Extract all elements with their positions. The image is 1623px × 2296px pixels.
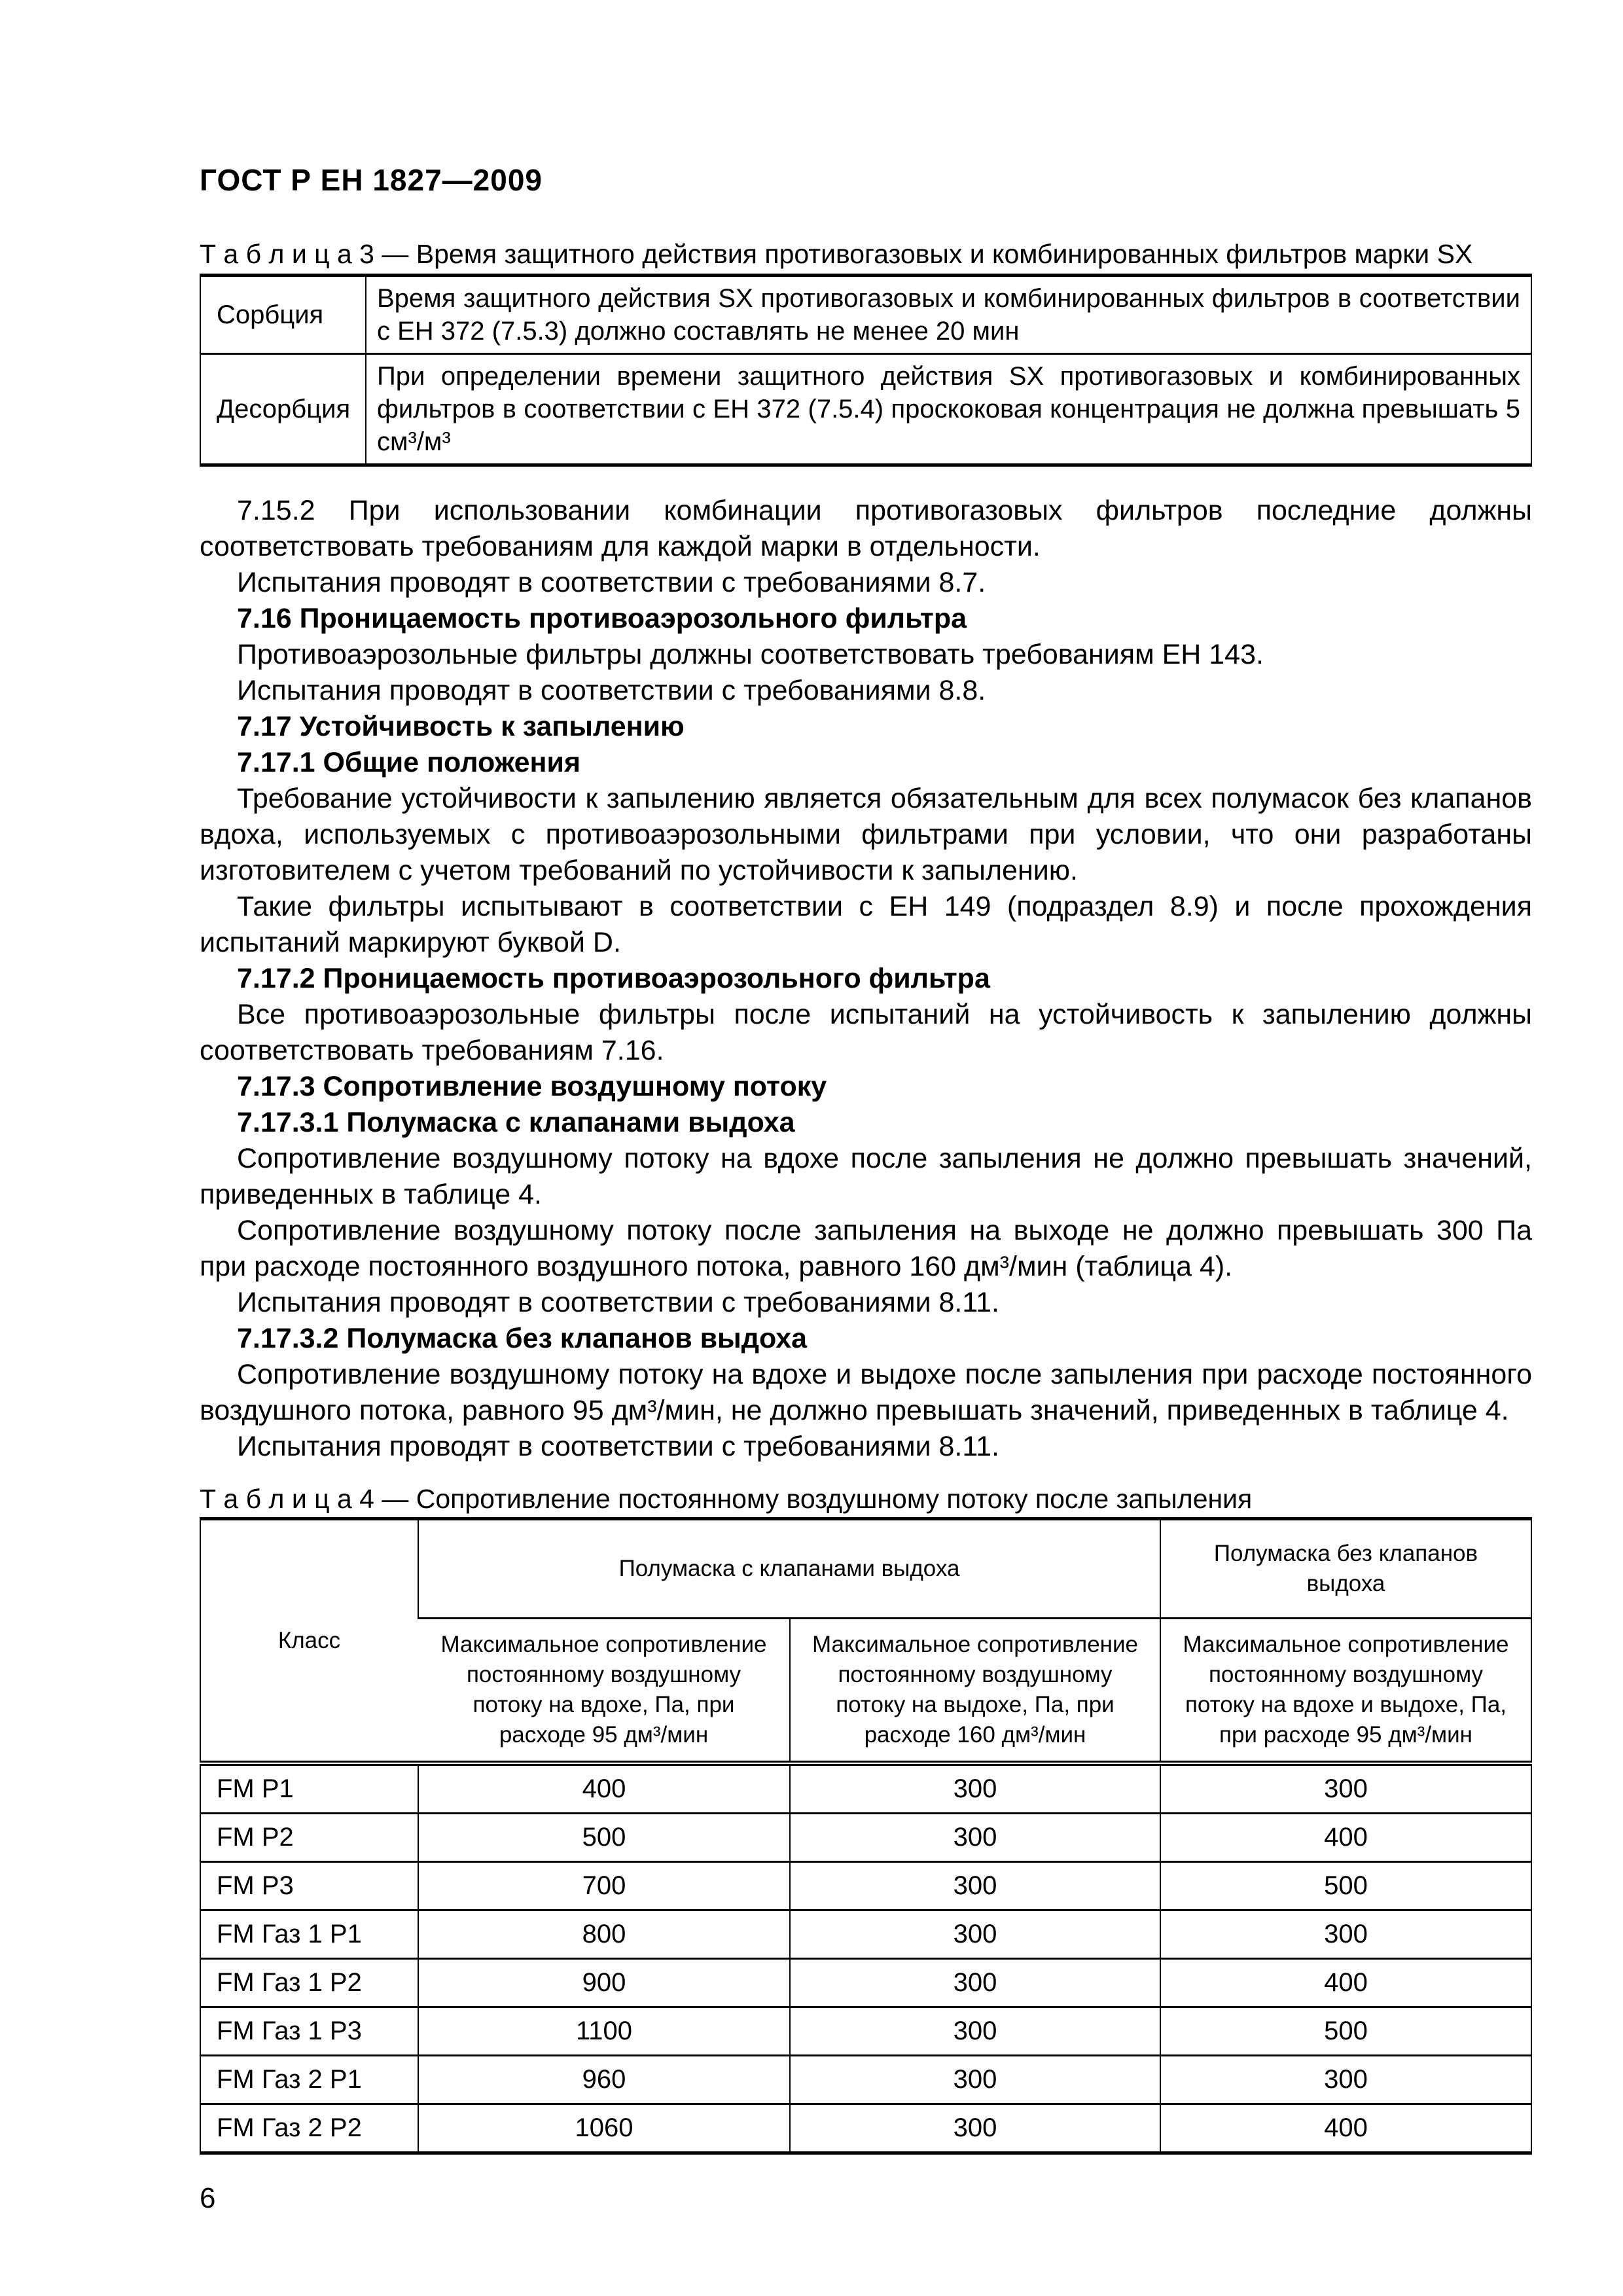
table3-term-cell: Десорбция (200, 354, 366, 465)
table4-inhale-value: 500 (418, 1814, 790, 1862)
paragraph: Все противоаэрозольные фильтры после испытаний на устойчивость к запылению должны соответствовать требованиям 7.16. (200, 999, 1532, 1066)
table4-header-group-with-valves: Полумаска с клапанами выдоха (418, 1519, 1160, 1619)
body-text (200, 493, 1532, 1465)
paragraph: Испытания проводят в соответствии с требованиями 8.7. (237, 567, 986, 598)
table4-inhale-value: 900 (418, 1959, 790, 2007)
table4-exhale-value: 300 (790, 1814, 1160, 1862)
table4-class-cell: FM Газ 2 P2 (200, 2104, 418, 2153)
table3-description-cell: При определении времени защитного действия SX противогазовых и комбинированных фильтров в соответствии с ЕН 372 (7.5.4) проскоковая концентрация не должна превышать 5 см³/м³ (366, 354, 1531, 465)
section-heading: 7.17.1 Общие положения (237, 747, 581, 778)
table4-both-value: 400 (1160, 1814, 1531, 1862)
table4-both-value: 300 (1160, 2056, 1531, 2104)
table4-class-cell: FM P2 (200, 1814, 418, 1862)
table4-header-group-without-valves: Полумаска без клапанов выдоха (1160, 1519, 1531, 1619)
table4-exhale-value: 300 (790, 2007, 1160, 2056)
table4-caption: Т а б л и ц а 4 — Сопротивление постоянному воздушному потоку после запыления (200, 1484, 1253, 1514)
table4-inhale-value: 960 (418, 2056, 790, 2104)
table4-exhale-value: 300 (790, 1959, 1160, 2007)
table4-class-cell: FM Газ 1 P1 (200, 1910, 418, 1959)
paragraph: Испытания проводят в соответствии с требованиями 8.11. (237, 1287, 999, 1318)
section-heading: 7.17 Устойчивость к запылению (237, 711, 685, 742)
table4-inhale-value: 400 (418, 1763, 790, 1814)
paragraph: Сопротивление воздушному потоку на вдохе и выдохе после запыления при расходе постоянного воздушного потока, равного 95 дм³/мин, не должно превышать значений, приведенных в таблице 4. (200, 1359, 1532, 1426)
paragraph: Испытания проводят в соответствии с требованиями 8.8. (237, 675, 986, 706)
paragraph: Требование устойчивости к запылению является обязательным для всех полумасок без клапанов вдоха, используемых с противоаэрозольными фильтрами при условии, что они разработаны изготовителем с учетом требований по устойчивости к запылению. (200, 783, 1532, 886)
table4 (200, 1517, 1532, 2155)
table3-row (200, 276, 1531, 354)
paragraph: 7.15.2 При использовании комбинации противогазовых фильтров последние должны соответствовать требованиям для каждой марки в отдельности. (200, 495, 1532, 562)
table4-inhale-value: 700 (418, 1862, 790, 1910)
table4-exhale-value: 300 (790, 2056, 1160, 2104)
table4-header-both-95: Максимальное сопротивление постоянному воздушному потоку на вдохе и выдохе, Па, при расходе 95 дм³/мин (1160, 1619, 1531, 1764)
table4-row (200, 1814, 1531, 1862)
section-heading: 7.17.3.2 Полумаска без клапанов выдоха (237, 1323, 808, 1354)
table4-both-value: 500 (1160, 1862, 1531, 1910)
table4-row (200, 2104, 1531, 2153)
table4-both-value: 300 (1160, 1763, 1531, 1814)
table4-row (200, 1910, 1531, 1959)
section-heading: 7.17.2 Проницаемость противоаэрозольного фильтра (237, 963, 990, 994)
table4-inhale-value: 1100 (418, 2007, 790, 2056)
table4-both-value: 400 (1160, 2104, 1531, 2153)
table4-row (200, 2056, 1531, 2104)
paragraph: Сопротивление воздушному потоку после запыления на выходе не должно превышать 300 Па при расходе постоянного воздушного потока, равного 160 дм³/мин (таблица 4). (200, 1215, 1532, 1282)
table4-class-cell: FM P3 (200, 1862, 418, 1910)
table3-row (200, 354, 1531, 465)
table4-both-value: 400 (1160, 1959, 1531, 2007)
table4-inhale-value: 1060 (418, 2104, 790, 2153)
table4-exhale-value: 300 (790, 2104, 1160, 2153)
paragraph: Испытания проводят в соответствии с требованиями 8.11. (237, 1431, 999, 1462)
table3-caption: Т а б л и ц а 3 — Время защитного действия противогазовых и комбинированных фильтров марки SX (200, 239, 1473, 269)
paragraph: Сопротивление воздушному потоку на вдохе после запыления не должно превышать значений, приведенных в таблице 4. (200, 1143, 1532, 1210)
table4-class-cell: FM P1 (200, 1763, 418, 1814)
paragraph: Такие фильтры испытывают в соответствии с ЕН 149 (подраздел 8.9) и после прохождения испытаний маркируют буквой D. (200, 891, 1532, 958)
table4-header-class: Класс (277, 1627, 341, 1653)
table4-row (200, 1862, 1531, 1910)
table4-class-cell: FM Газ 1 P2 (200, 1959, 418, 2007)
paragraph: Противоаэрозольные фильтры должны соответствовать требованиям ЕН 143. (237, 639, 1264, 670)
section-heading: 7.17.3.1 Полумаска с клапанами выдоха (237, 1107, 795, 1138)
table4-row (200, 2007, 1531, 2056)
page-number: 6 (200, 2182, 216, 2214)
table4-class-cell: FM Газ 1 P3 (200, 2007, 418, 2056)
table3 (200, 274, 1532, 467)
table4-both-value: 500 (1160, 2007, 1531, 2056)
table4-exhale-value: 300 (790, 1862, 1160, 1910)
document-title: ГОСТ Р ЕН 1827—2009 (200, 163, 543, 197)
table4-header-exhale-160: Максимальное сопротивление постоянному воздушному потоку на выдохе, Па, при расходе 160 дм³/мин (790, 1619, 1160, 1764)
table4-exhale-value: 300 (790, 1910, 1160, 1959)
table4-row (200, 1763, 1531, 1814)
table4-class-cell: FM Газ 2 P1 (200, 2056, 418, 2104)
table4-exhale-value: 300 (790, 1763, 1160, 1814)
table4-inhale-value: 800 (418, 1910, 790, 1959)
section-heading: 7.17.3 Сопротивление воздушному потоку (237, 1071, 827, 1102)
table4-header-inhale-95: Максимальное сопротивление постоянному воздушному потоку на вдохе, Па, при расходе 95 дм³/мин (440, 1632, 767, 1748)
table4-both-value: 300 (1160, 1910, 1531, 1959)
section-heading: 7.16 Проницаемость противоаэрозольного фильтра (237, 603, 967, 634)
table3-description-cell: Время защитного действия SX противогазовых и комбинированных фильтров в соответствии с ЕН 372 (7.5.3) должно составлять не менее 20 мин (366, 276, 1531, 354)
page-content (200, 164, 1532, 2215)
table4-row (200, 1959, 1531, 2007)
table3-term-cell: Сорбция (217, 300, 324, 329)
